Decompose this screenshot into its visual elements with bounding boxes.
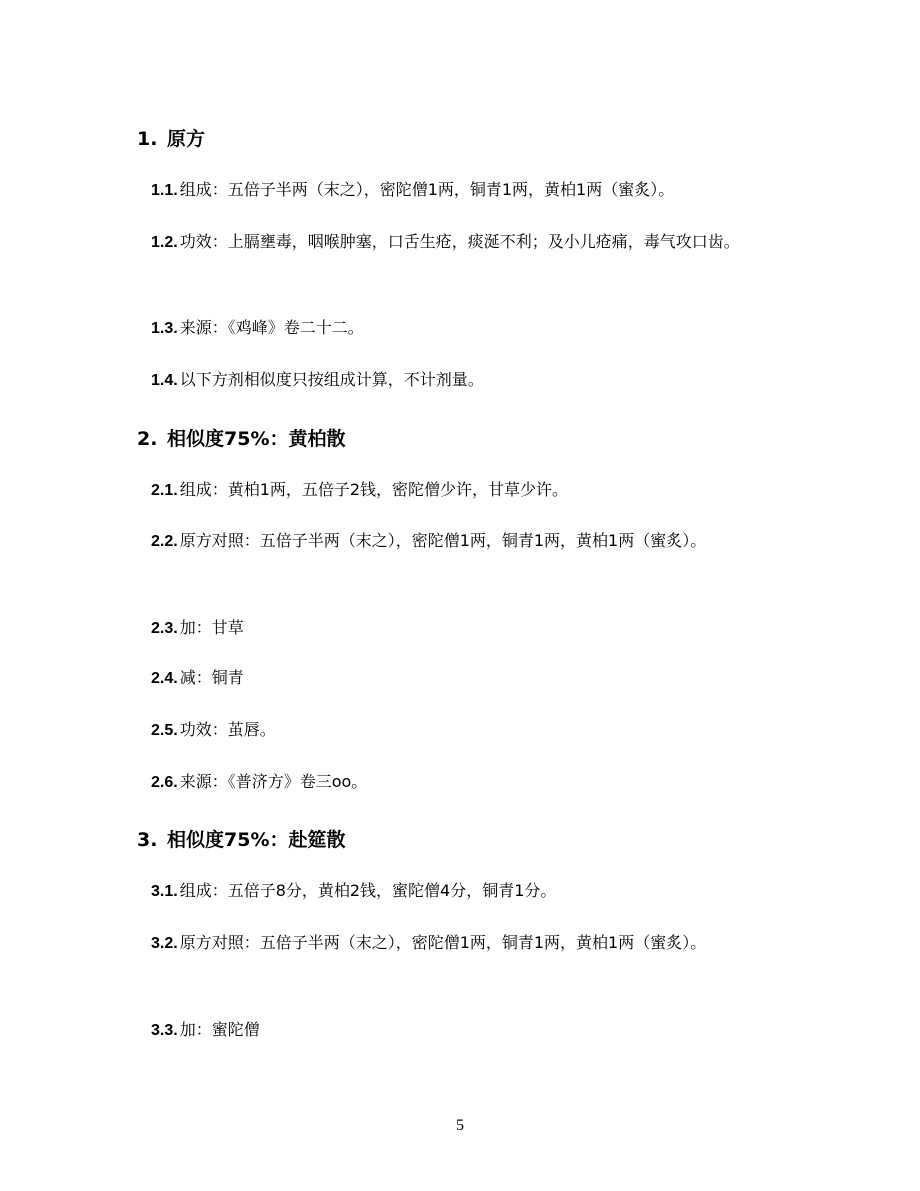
- item-text: 减：铜青: [179, 668, 244, 687]
- list-item: [151, 711, 781, 750]
- item-text: 功效：上膈壅毒，咽喉肿塞，口舌生疮，痰涎不利；及小儿疮痛，毒气攻口齿。: [179, 232, 740, 251]
- item-number: 3.2.: [151, 935, 178, 952]
- item-number: 3.3.: [151, 1022, 178, 1039]
- list-item: [151, 609, 781, 648]
- item-text: 来源：《鸡峰》卷二十二。: [179, 318, 364, 337]
- item-number: 2.6.: [151, 774, 178, 791]
- section-heading-1: [137, 124, 205, 151]
- item-text: 组成：五倍子半两（末之），密陀僧1两，铜青1两，黄柏1两（蜜炙）。: [179, 180, 675, 199]
- item-number: 3.1.: [151, 883, 178, 900]
- section-number: 2.: [137, 428, 158, 450]
- item-number: 2.5.: [151, 722, 178, 739]
- list-item: [151, 1011, 781, 1050]
- item-text: 原方对照：五倍子半两（末之），密陀僧1两，铜青1两，黄柏1两（蜜炙）。: [179, 531, 707, 550]
- list-item: [151, 471, 781, 510]
- item-text: 功效：茧唇。: [179, 720, 276, 739]
- item-text: 组成：五倍子8分，黄柏2钱，蜜陀僧4分，铜青1分。: [179, 881, 557, 900]
- list-item: [151, 924, 781, 962]
- item-number: 2.3.: [151, 620, 178, 637]
- item-number: 1.3.: [151, 320, 178, 337]
- list-item: [151, 171, 781, 210]
- list-item: [151, 223, 781, 261]
- list-item: [151, 659, 781, 698]
- section-number: 1.: [137, 128, 158, 150]
- item-text: 加：蜜陀僧: [179, 1020, 260, 1039]
- section-title: 相似度75%：黄柏散: [167, 428, 346, 450]
- item-number: 2.2.: [151, 533, 178, 550]
- item-number: 1.4.: [151, 372, 178, 389]
- page-number: 5: [456, 1117, 464, 1134]
- list-item: [151, 872, 781, 911]
- item-number: 2.1.: [151, 482, 178, 499]
- list-item: [151, 522, 781, 560]
- section-title: 相似度75%：赴筵散: [167, 829, 346, 851]
- item-number: 1.1.: [151, 182, 178, 199]
- item-text: 加：甘草: [179, 618, 244, 637]
- item-text: 原方对照：五倍子半两（末之），密陀僧1两，铜青1两，黄柏1两（蜜炙）。: [179, 933, 707, 952]
- section-number: 3.: [137, 829, 158, 851]
- item-text: 组成：黄柏1两，五倍子2钱，密陀僧少许，甘草少许。: [179, 480, 569, 499]
- item-number: 2.4.: [151, 670, 178, 687]
- item-number: 1.2.: [151, 234, 178, 251]
- item-text: 以下方剂相似度只按组成计算，不计剂量。: [179, 370, 484, 389]
- item-text: 来源：《普济方》卷三oo。: [179, 772, 368, 791]
- list-item: [151, 361, 781, 400]
- section-title: 原方: [167, 128, 206, 150]
- section-heading-2: [137, 424, 345, 451]
- section-heading-3: [137, 825, 345, 852]
- list-item: [151, 763, 781, 802]
- list-item: [151, 309, 781, 348]
